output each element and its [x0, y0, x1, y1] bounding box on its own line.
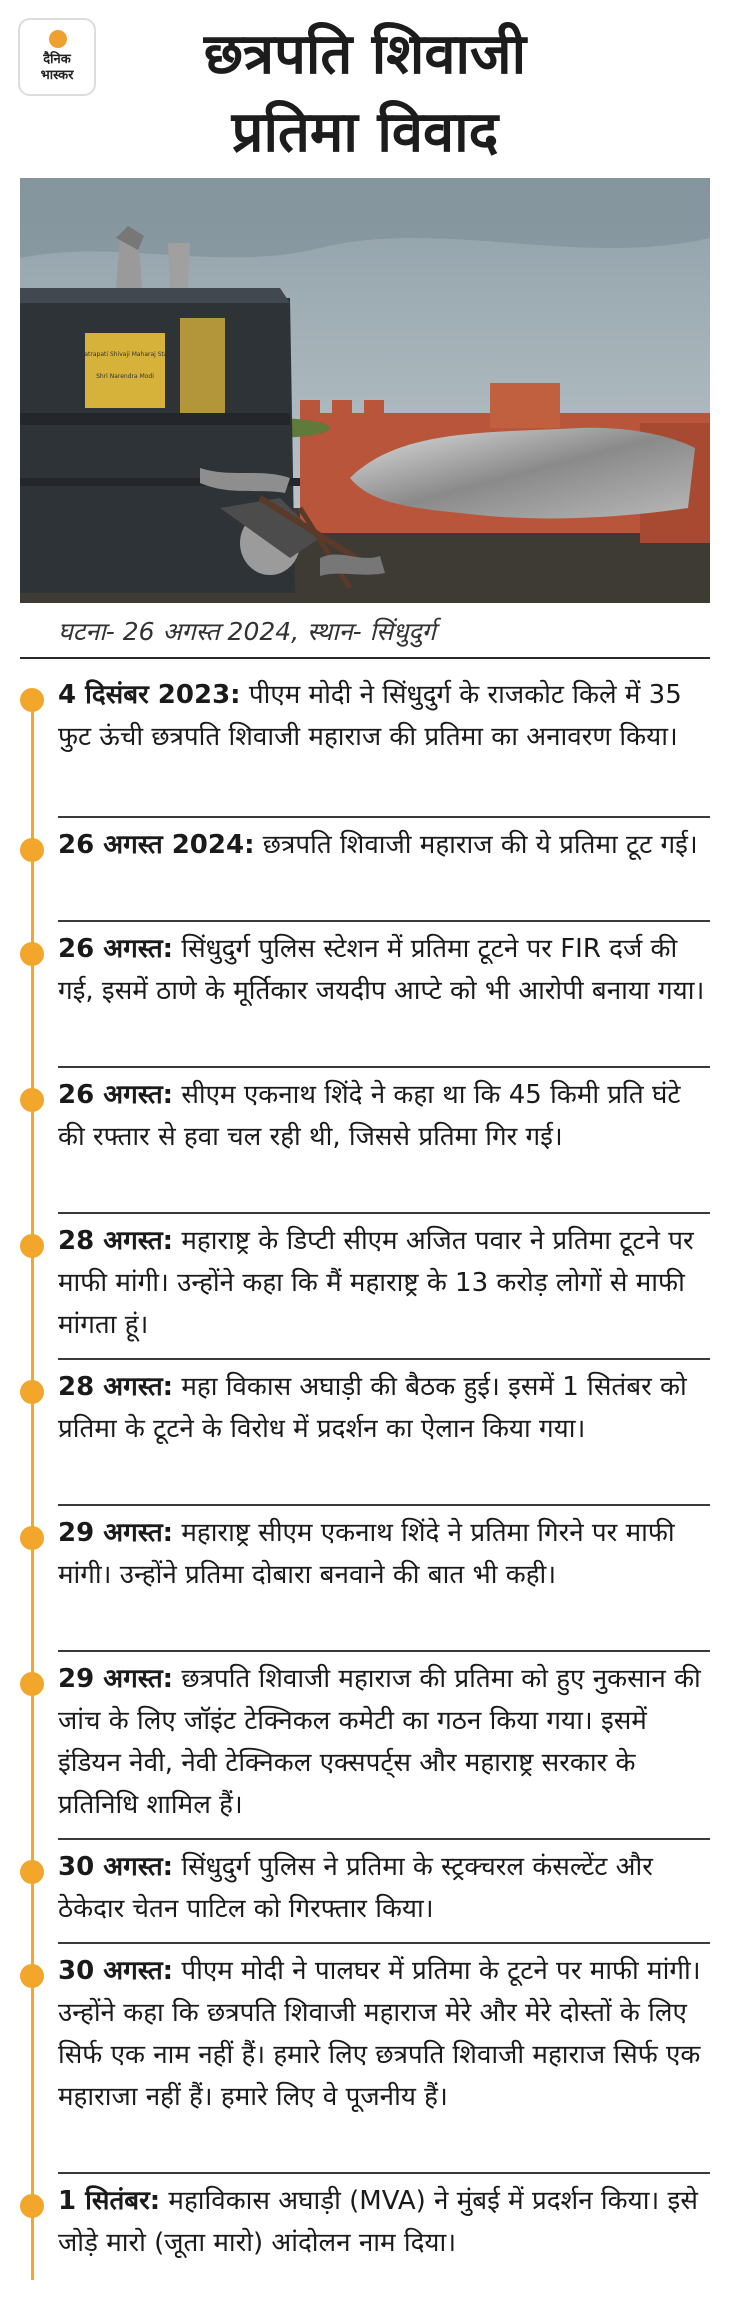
event-text	[58, 1366, 710, 1450]
event-divider	[58, 1358, 710, 1360]
event-divider	[58, 920, 710, 922]
timeline-dot-icon	[20, 1234, 44, 1258]
event-text	[58, 1950, 710, 2118]
plaque	[85, 333, 165, 408]
event-divider	[58, 1838, 710, 1840]
event-text	[58, 824, 710, 866]
event-description: सिंधुदुर्ग पुलिस ने प्रतिमा के स्ट्रक्चरल कंसल्टेंट और ठेकेदार चेतन पाटिल को गिरफ्तार किया।	[58, 1852, 653, 1924]
event-date: 28 अगस्त:	[58, 1372, 174, 1402]
event-date: 29 अगस्त:	[58, 1664, 174, 1694]
event-description: छत्रपति शिवाजी महाराज की प्रतिमा को हुए नुकसान की जांच के लिए जॉइंट टेक्निकल कमेटी का गठन किया गया। इसमें इंडियन नेवी, नेवी टेक्निकल एक्सपर्ट्स और महाराष्ट्र सरकार के प्रतिनिधि शामिल हैं।	[58, 1664, 701, 1820]
event-date: 30 अगस्त:	[58, 1852, 174, 1882]
event-text	[58, 674, 710, 758]
page-title-line1: छत्रपति शिवाजी	[203, 22, 527, 87]
event-divider	[58, 1650, 710, 1652]
event-caption: घटना- 26 अगस्त 2024, स्थान- सिंधुदुर्ग	[58, 617, 436, 646]
event-description: महा विकास अघाड़ी की बैठक हुई। इसमें 1 सितंबर को प्रतिमा के टूटने के विरोध में प्रदर्शन का ऐलान किया गया।	[58, 1372, 687, 1444]
plaque-text-line2: Shri Narendra Modi	[96, 373, 154, 380]
event-description: महाराष्ट्र के डिप्टी सीएम अजित पवार ने प्रतिमा टूटने पर माफी मांगी। उन्होंने कहा कि मैं महाराष्ट्र के 13 करोड़ लोगों से माफी मांगता हूं।	[58, 1226, 694, 1340]
event-description: सिंधुदुर्ग पुलिस स्टेशन में प्रतिमा टूटने पर FIR दर्ज की गई, इसमें ठाणे के मूर्तिकार जयदीप आप्टे को भी आरोपी बनाया गया।	[58, 934, 705, 1006]
event-text	[58, 1846, 710, 1930]
event-date: 4 दिसंबर 2023:	[58, 680, 241, 710]
timeline-dot-icon	[20, 2194, 44, 2218]
timeline-dot-icon	[20, 1380, 44, 1404]
event-description: सीएम एकनाथ शिंदे ने कहा था कि 45 किमी प्रति घंटे की रफ्तार से हवा चल रही थी, जिससे प्रतिमा गिर गई।	[58, 1080, 681, 1152]
timeline-dot-icon	[20, 1526, 44, 1550]
timeline-dot-icon	[20, 1088, 44, 1112]
event-description: महाविकास अघाड़ी (MVA) ने मुंबई में प्रदर्शन किया। इसे जोड़े मारो (जूता मारो) आंदोलन नाम दिया।	[58, 2186, 698, 2258]
event-description: महाराष्ट्र सीएम एकनाथ शिंदे ने प्रतिमा गिरने पर माफी मांगी। उन्होंने प्रतिमा दोबारा बनवाने की बात भी कही।	[58, 1518, 675, 1590]
event-date: 30 अगस्त:	[58, 1956, 174, 1986]
timeline-dot-icon	[20, 1860, 44, 1884]
header	[0, 0, 730, 178]
event-date: 29 अगस्त:	[58, 1518, 174, 1548]
event-divider	[58, 1942, 710, 1944]
event-divider	[58, 816, 710, 818]
timeline-line	[31, 700, 34, 2280]
page-title-line2: प्रतिमा विवाद	[231, 100, 499, 165]
timeline-dot-icon	[20, 838, 44, 862]
event-divider	[58, 1066, 710, 1068]
logo-text-line1: दैनिक	[43, 52, 71, 67]
dainik-bhaskar-logo[interactable]	[18, 18, 96, 96]
caption-divider	[20, 657, 710, 659]
event-text	[58, 928, 710, 1012]
timeline-dot-icon	[20, 688, 44, 712]
event-text	[58, 1512, 710, 1596]
event-divider	[58, 2172, 710, 2174]
event-date: 28 अगस्त:	[58, 1226, 174, 1256]
event-date: 26 अगस्त:	[58, 1080, 174, 1110]
event-date: 1 सितंबर:	[58, 2186, 161, 2216]
event-divider	[58, 1212, 710, 1214]
plaque-text-line1: Chhatrapati Shivaji Maharaj Statue	[72, 351, 178, 358]
event-date: 26 अगस्त 2024:	[58, 830, 255, 860]
logo-text-line2: भास्कर	[40, 68, 74, 83]
photo-illustration	[20, 178, 710, 603]
event-text	[58, 1220, 710, 1346]
event-text	[58, 1074, 710, 1158]
event-text	[58, 2180, 710, 2264]
timeline-dot-icon	[20, 1672, 44, 1696]
event-date: 26 अगस्त:	[58, 934, 174, 964]
event-description: पीएम मोदी ने पालघर में प्रतिमा के टूटने पर माफी मांगी। उन्होंने कहा कि छत्रपति शिवाजी महाराज मेरे और मेरे दोस्तों के लिए सिर्फ एक नाम नहीं हैं। हमारे लिए छत्रपति शिवाजी महाराज सिर्फ एक महाराजा नहीं हैं। हमारे लिए वे पूजनीय हैं।	[58, 1956, 701, 2112]
event-divider	[58, 1504, 710, 1506]
event-description: पीएम मोदी ने सिंधुदुर्ग के राजकोट किले में 35 फुट ऊंची छत्रपति शिवाजी महाराज की प्रतिमा का अनावरण किया।	[58, 680, 682, 752]
statue-collapse-photo	[20, 178, 710, 603]
event-description: छत्रपति शिवाजी महाराज की ये प्रतिमा टूट गई।	[254, 830, 698, 860]
sun-dot-icon	[49, 30, 67, 48]
timeline-dot-icon	[20, 1964, 44, 1988]
timeline-dot-icon	[20, 942, 44, 966]
event-text	[58, 1658, 710, 1826]
